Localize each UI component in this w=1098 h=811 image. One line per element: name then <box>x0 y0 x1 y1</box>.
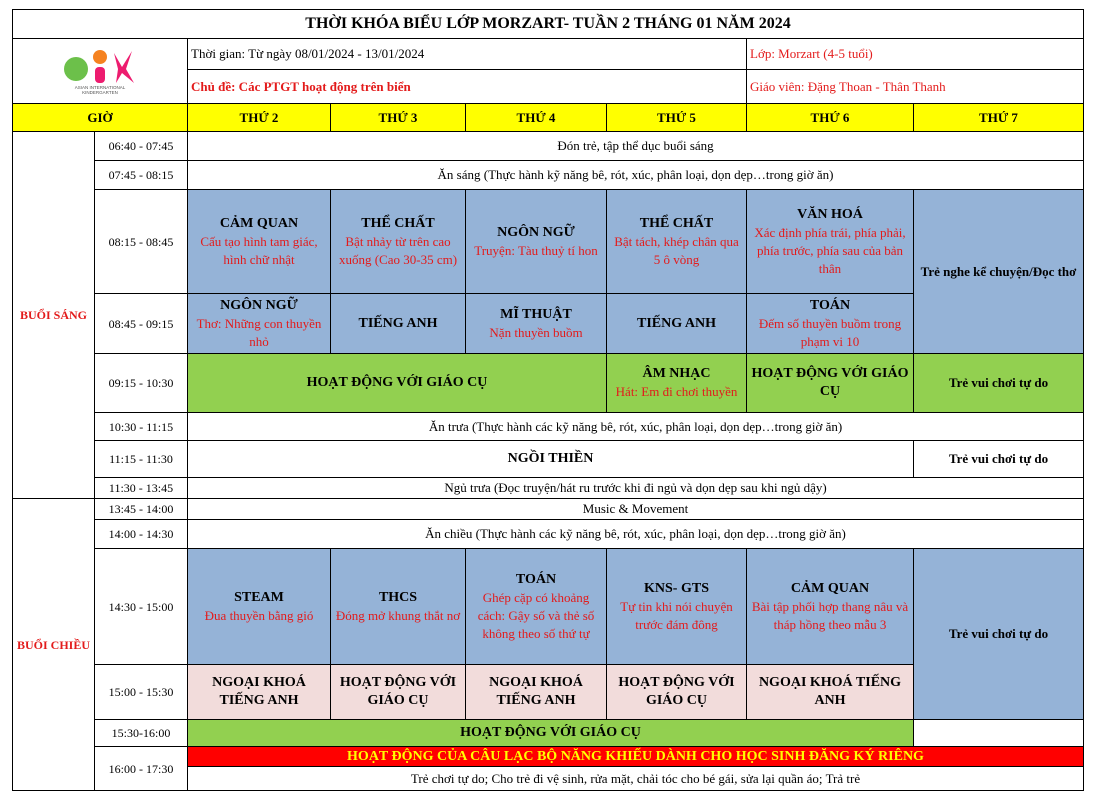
activity-materials: HOẠT ĐỘNG VỚI GIÁO CỤ <box>747 354 914 413</box>
extra-activity: NGOẠI KHOÁ TIẾNG ANH <box>188 665 331 720</box>
lesson-cell <box>607 354 747 413</box>
header-time: GIỜ <box>13 104 188 132</box>
activity-cell: Ăn sáng (Thực hành kỹ năng bê, rót, xúc, phân loại, dọn dẹp…trong giờ ăn) <box>188 161 1084 190</box>
activity-cell: Ăn trưa (Thực hành các kỹ năng bê, rót, xúc, phân loại, dọn dẹp…trong giờ ăn) <box>188 413 1084 441</box>
lesson-detail: Nặn thuyền buồm <box>489 324 583 340</box>
time-slot: 06:40 - 07:45 <box>95 132 188 161</box>
time-slot: 07:45 - 08:15 <box>95 161 188 190</box>
lesson-subject: THCS <box>378 589 418 605</box>
activity-materials: HOẠT ĐỘNG VỚI GIÁO CỤ <box>188 720 914 747</box>
lesson-subject: THỂ CHẤT <box>361 215 435 231</box>
lesson-detail: Cấu tạo hình tam giác, hình chữ nhật <box>200 233 318 267</box>
lesson-detail: Đua thuyền bằng gió <box>204 607 314 623</box>
theme: Chủ đề: Các PTGT hoạt động trên biển <box>188 70 747 104</box>
saturday-free-play: Trẻ vui chơi tự do <box>914 354 1084 413</box>
lesson-cell <box>331 549 466 665</box>
saturday-free-play: Trẻ vui chơi tự do <box>914 441 1084 478</box>
lesson-subject: THỂ CHẤT <box>639 215 714 231</box>
svg-text:ASIAN INTERNATIONAL: ASIAN INTERNATIONAL <box>74 84 126 90</box>
time-slot: 08:45 - 09:15 <box>95 294 188 354</box>
session-morning: BUỔI SÁNG <box>13 132 95 499</box>
lesson-cell <box>607 190 747 294</box>
lesson-subject: VĂN HOÁ <box>797 206 863 222</box>
lesson-subject: CẢM QUAN <box>790 580 870 596</box>
club-activity-banner: HOẠT ĐỘNG CỦA CÂU LẠC BỘ NĂNG KHIẾU DÀNH CHO HỌC SINH ĐĂNG KÝ RIÊNG <box>188 747 1084 767</box>
time-slot: 09:15 - 10:30 <box>95 354 188 413</box>
time-slot: 15:00 - 15:30 <box>95 665 188 720</box>
header-day: THỨ 5 <box>607 104 747 132</box>
extra-activity: HOẠT ĐỘNG VỚI GIÁO CỤ <box>607 665 747 720</box>
lesson-detail: Bật tách, khép chân qua 5 ô vòng <box>614 233 739 267</box>
header-day: THỨ 4 <box>466 104 607 132</box>
time-slot: 14:30 - 15:00 <box>95 549 188 665</box>
lesson-cell <box>747 549 914 665</box>
lesson-cell <box>331 190 466 294</box>
header-row <box>13 104 1084 132</box>
session-afternoon: BUỔI CHIỀU <box>13 499 95 791</box>
lesson-detail: Đếm số thuyền buồm trong phạm vi 10 <box>758 315 902 349</box>
lesson-subject: MĨ THUẬT <box>500 306 572 322</box>
lesson-detail: Xác định phía trái, phía phải, phía trước, phía sau của bản thân <box>754 224 906 276</box>
lesson-cell <box>607 294 747 354</box>
lesson-cell <box>188 549 331 665</box>
activity-cell: Music & Movement <box>188 499 1084 520</box>
lesson-cell <box>188 190 331 294</box>
lesson-detail: Bài tập phối hợp thang nâu và tháp hồng theo mẫu 3 <box>751 598 909 632</box>
lesson-detail: Ghép cặp có khoảng cách: Gậy số và thẻ số không theo số thứ tự <box>477 589 595 641</box>
lesson-subject: NGÔN NGỮ <box>220 297 298 313</box>
time-slot: 08:15 - 08:45 <box>95 190 188 294</box>
lesson-subject: CẢM QUAN <box>219 215 299 231</box>
lesson-detail: Đóng mở khung thắt nơ <box>335 607 461 623</box>
date-range: Thời gian: Từ ngày 08/01/2024 - 13/01/2024 <box>188 39 747 70</box>
svg-text:KINDERGARTEN: KINDERGARTEN <box>82 89 118 95</box>
activity-materials: HOẠT ĐỘNG VỚI GIÁO CỤ <box>188 354 607 413</box>
time-slot: 14:00 - 14:30 <box>95 520 188 549</box>
time-slot: 16:00 - 17:30 <box>95 747 188 791</box>
lesson-cell <box>188 294 331 354</box>
lesson-cell <box>747 190 914 294</box>
extra-activity: NGOẠI KHOÁ TIẾNG ANH <box>466 665 607 720</box>
header-day: THỨ 6 <box>747 104 914 132</box>
page-title: THỜI KHÓA BIỂU LỚP MORZART- TUẦN 2 THÁNG 01 NĂM 2024 <box>13 10 1084 39</box>
time-slot: 15:30-16:00 <box>95 720 188 747</box>
lesson-subject: TIẾNG ANH <box>637 315 716 331</box>
lesson-cell <box>747 294 914 354</box>
lesson-cell <box>607 549 747 665</box>
activity-cell: Đón trẻ, tập thể dục buổi sáng <box>188 132 1084 161</box>
lesson-detail: Thơ: Những con thuyền nhỏ <box>196 315 322 349</box>
schedule-table <box>12 9 1084 791</box>
empty-cell <box>914 720 1084 747</box>
header-day: THỨ 2 <box>188 104 331 132</box>
time-slot: 11:15 - 11:30 <box>95 441 188 478</box>
time-slot: 11:30 - 13:45 <box>95 478 188 499</box>
class-name: Lớp: Morzart (4-5 tuổi) <box>747 39 1084 70</box>
header-day: THỨ 7 <box>914 104 1084 132</box>
saturday-story: Trẻ nghe kể chuyện/Đọc thơ <box>914 190 1084 354</box>
lesson-subject: NGÔN NGỮ <box>497 224 575 240</box>
lesson-cell <box>466 549 607 665</box>
activity-cell: Ăn chiều (Thực hành các kỹ năng bê, rót, xúc, phân loại, dọn dẹp…trong giờ ăn) <box>188 520 1084 549</box>
lesson-subject: KNS- GTS <box>644 580 709 596</box>
lesson-detail: Bật nhảy từ trên cao xuống (Cao 30-35 cm) <box>338 233 458 267</box>
extra-activity: HOẠT ĐỘNG VỚI GIÁO CỤ <box>331 665 466 720</box>
lesson-cell <box>466 190 607 294</box>
meditation: NGỒI THIỀN <box>188 441 914 478</box>
school-logo <box>13 39 188 104</box>
time-slot: 10:30 - 11:15 <box>95 413 188 441</box>
time-slot: 13:45 - 14:00 <box>95 499 188 520</box>
saturday-free-play: Trẻ vui chơi tự do <box>914 549 1084 720</box>
lesson-detail: Truyện: Tàu thuỷ tí hon <box>474 242 598 258</box>
lesson-subject: TOÁN <box>515 571 557 587</box>
lesson-subject: TOÁN <box>809 297 851 313</box>
header-day: THỨ 3 <box>331 104 466 132</box>
kindergarten-logo <box>60 43 140 95</box>
lesson-detail: Tự tin khi nói chuyện trước đám đông <box>620 598 733 632</box>
extra-activity: NGOẠI KHOÁ TIẾNG ANH <box>747 665 914 720</box>
lesson-detail: Hát: Em đi chơi thuyền <box>615 384 738 399</box>
activity-cell: Trẻ chơi tự do; Cho trẻ đi vệ sinh, rửa mặt, chải tóc cho bé gái, sửa lại quần áo; Trả trẻ <box>188 767 1084 791</box>
activity-cell: Ngủ trưa (Đọc truyện/hát ru trước khi đi ngủ và dọn dẹp sau khi ngủ dậy) <box>188 478 1084 499</box>
lesson-subject: STEAM <box>234 589 284 605</box>
teacher: Giáo viên: Đặng Thoan - Thân Thanh <box>747 70 1084 104</box>
lesson-cell <box>331 294 466 354</box>
lesson-subject: TIẾNG ANH <box>358 315 438 331</box>
lesson-cell <box>466 294 607 354</box>
lesson-subject: ÂM NHẠC <box>642 366 711 381</box>
